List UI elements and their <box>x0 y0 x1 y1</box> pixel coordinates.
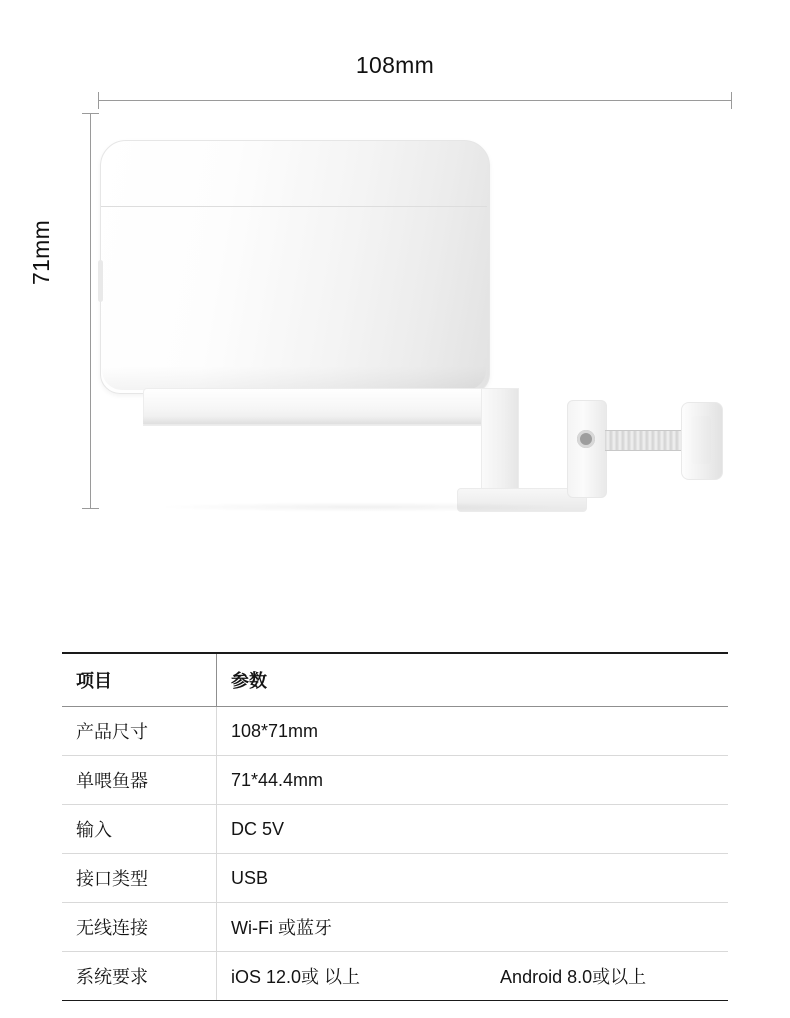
row-value-input: DC 5V <box>217 805 729 854</box>
feeder-body <box>100 140 490 394</box>
width-dimension-label: 108mm <box>355 52 435 78</box>
row-value-wireless: Wi-Fi 或蓝牙 <box>217 903 729 952</box>
feeder-body-shading <box>102 366 486 390</box>
clamp-screw-rod <box>605 430 687 451</box>
feeder-left-notch <box>98 260 103 302</box>
row-value-port-type: USB <box>217 854 729 903</box>
width-dimension-line <box>98 100 732 101</box>
row-value-product-size: 108*71mm <box>217 707 729 756</box>
specification-table <box>62 652 728 1001</box>
table-header-item: 项目 <box>62 653 217 707</box>
product-illustration <box>95 130 735 520</box>
feeder-right-port <box>477 342 487 358</box>
table-row <box>62 805 728 854</box>
clamp-pivot-hole <box>577 430 595 448</box>
table-row <box>62 756 728 805</box>
feeder-body-seam <box>101 206 487 207</box>
clamp-screw-knob-grip <box>691 416 711 464</box>
height-dimension-line <box>90 113 91 508</box>
height-dimension-tick-top <box>82 113 99 114</box>
row-label-system-requirement: 系统要求 <box>62 952 217 1001</box>
row-label-port-type: 接口类型 <box>62 854 217 903</box>
clamp-block <box>567 400 607 498</box>
bracket-arm-shading <box>143 416 483 424</box>
row-label-input: 输入 <box>62 805 217 854</box>
row-label-wireless: 无线连接 <box>62 903 217 952</box>
table-row <box>62 854 728 903</box>
system-requirement-ios: iOS 12.0或 以上 <box>231 967 361 987</box>
ground-shadow <box>155 502 575 512</box>
height-dimension-label: 71mm <box>28 219 54 285</box>
table-row <box>62 903 728 952</box>
table-row <box>62 952 728 1001</box>
table-row <box>62 707 728 756</box>
width-dimension-tick-left <box>98 92 99 109</box>
row-value-single-feeder: 71*44.4mm <box>217 756 729 805</box>
table-header-parameter: 参数 <box>217 653 729 707</box>
row-value-system-requirement <box>217 952 729 1001</box>
row-label-single-feeder: 单喂鱼器 <box>62 756 217 805</box>
system-requirement-android: Android 8.0或以上 <box>500 967 647 987</box>
width-dimension-tick-right <box>731 92 732 109</box>
row-label-product-size: 产品尺寸 <box>62 707 217 756</box>
table-header-row <box>62 653 728 707</box>
